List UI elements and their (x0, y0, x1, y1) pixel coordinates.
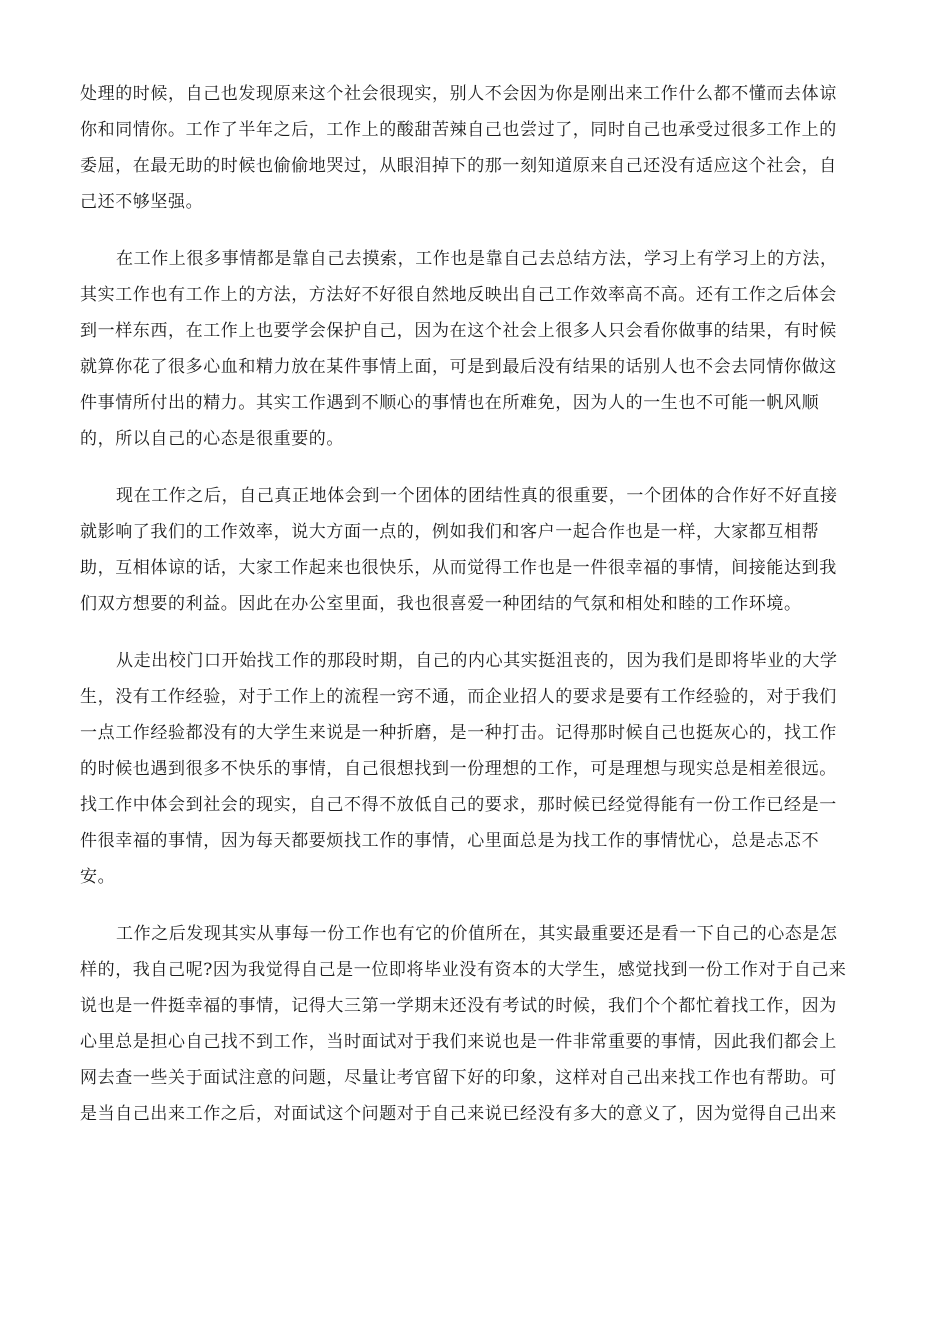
text-line: 说也是一件挺幸福的事情，记得大三第一学期末还没有考试的时候，我们个个都忙着找工作，因为 (80, 996, 837, 1016)
text-line: 件很幸福的事情，因为每天都要烦找工作的事情，心里面总是为找工作的事情忧心，总是忐忑不 (80, 831, 820, 851)
text-line: 在工作上很多事情都是靠自己去摸索，工作也是靠自己去总结方法，学习上有学习上的方法， (116, 249, 838, 269)
paragraph-3 (80, 478, 862, 622)
text-line: 到一样东西，在工作上也要学会保护自己，因为在这个社会上很多人只会看你做事的结果，有时候 (80, 321, 837, 341)
text-line: 的时候也遇到很多不快乐的事情，自己很想找到一份理想的工作，可是理想与现实总是相差很远。 (80, 759, 837, 779)
text-line: 从走出校门口开始找工作的那段时期，自己的内心其实挺沮丧的，因为我们是即将毕业的大学 (116, 651, 838, 671)
text-line: 是当自己出来工作之后，对面试这个问题对于自己来说已经没有多大的意义了，因为觉得自己出来 (80, 1104, 837, 1124)
paragraph-1 (80, 76, 862, 220)
paragraph-spacer (80, 220, 862, 241)
text-line: 己还不够坚强。 (80, 192, 204, 212)
text-line: 安。 (80, 867, 116, 887)
text-line: 就影响了我们的工作效率，说大方面一点的，例如我们和客户一起合作也是一样，大家都互相帮 (80, 522, 820, 542)
text-line: 样的，我自己呢?因为我觉得自己是一位即将毕业没有资本的大学生，感觉找到一份工作对于自己来 (80, 960, 847, 980)
paragraph-spacer (80, 895, 862, 916)
text-line: 你和同情你。工作了半年之后，工作上的酸甜苦辣自己也尝过了，同时自己也承受过很多工作上的 (80, 120, 837, 140)
text-line: 助，互相体谅的话，大家工作起来也很快乐，从而觉得工作也是一件很幸福的事情，间接能达到我 (80, 558, 837, 578)
text-line: 找工作中体会到社会的现实，自己不得不放低自己的要求，那时候已经觉得能有一份工作已经是一 (80, 795, 837, 815)
text-line: 工作之后发现其实从事每一份工作也有它的价值所在，其实最重要还是看一下自己的心态是怎 (116, 924, 838, 944)
text-line: 其实工作也有工作上的方法，方法好不好很自然地反映出自己工作效率高不高。还有工作之后体会 (80, 285, 837, 305)
text-line: 就算你花了很多心血和精力放在某件事情上面，可是到最后没有结果的话别人也不会去同情你做这 (80, 357, 837, 377)
document-body (80, 76, 862, 1132)
paragraph-5 (80, 916, 862, 1132)
text-line: 网去查一些关于面试注意的问题，尽量让考官留下好的印象，这样对自己出来找工作也有帮助。可 (80, 1068, 837, 1088)
paragraph-2 (80, 241, 862, 457)
text-line: 们双方想要的利益。因此在办公室里面，我也很喜爱一种团结的气氛和相处和睦的工作环境。 (80, 594, 802, 614)
text-line: 现在工作之后，自己真正地体会到一个团体的团结性真的很重要，一个团体的合作好不好直接 (116, 486, 838, 506)
text-line: 委屈，在最无助的时候也偷偷地哭过，从眼泪掉下的那一刻知道原来自己还没有适应这个社会，自 (80, 156, 837, 176)
paragraph-spacer (80, 457, 862, 478)
text-line: 处理的时候，自己也发现原来这个社会很现实，别人不会因为你是刚出来工作什么都不懂而去体谅 (80, 84, 837, 104)
paragraph-spacer (80, 622, 862, 643)
text-line: 生，没有工作经验，对于工作上的流程一窍不通，而企业招人的要求是要有工作经验的，对于我们 (80, 687, 837, 707)
paragraph-4 (80, 643, 862, 895)
text-line: 件事情所付出的精力。其实工作遇到不顺心的事情也在所难免，因为人的一生也不可能一帆风顺 (80, 393, 820, 413)
text-line: 的，所以自己的心态是很重要的。 (80, 429, 344, 449)
text-line: 心里总是担心自己找不到工作，当时面试对于我们来说也是一件非常重要的事情，因此我们都会上 (80, 1032, 837, 1052)
text-line: 一点工作经验都没有的大学生来说是一种折磨，是一种打击。记得那时候自己也挺灰心的，找工作 (80, 723, 837, 743)
